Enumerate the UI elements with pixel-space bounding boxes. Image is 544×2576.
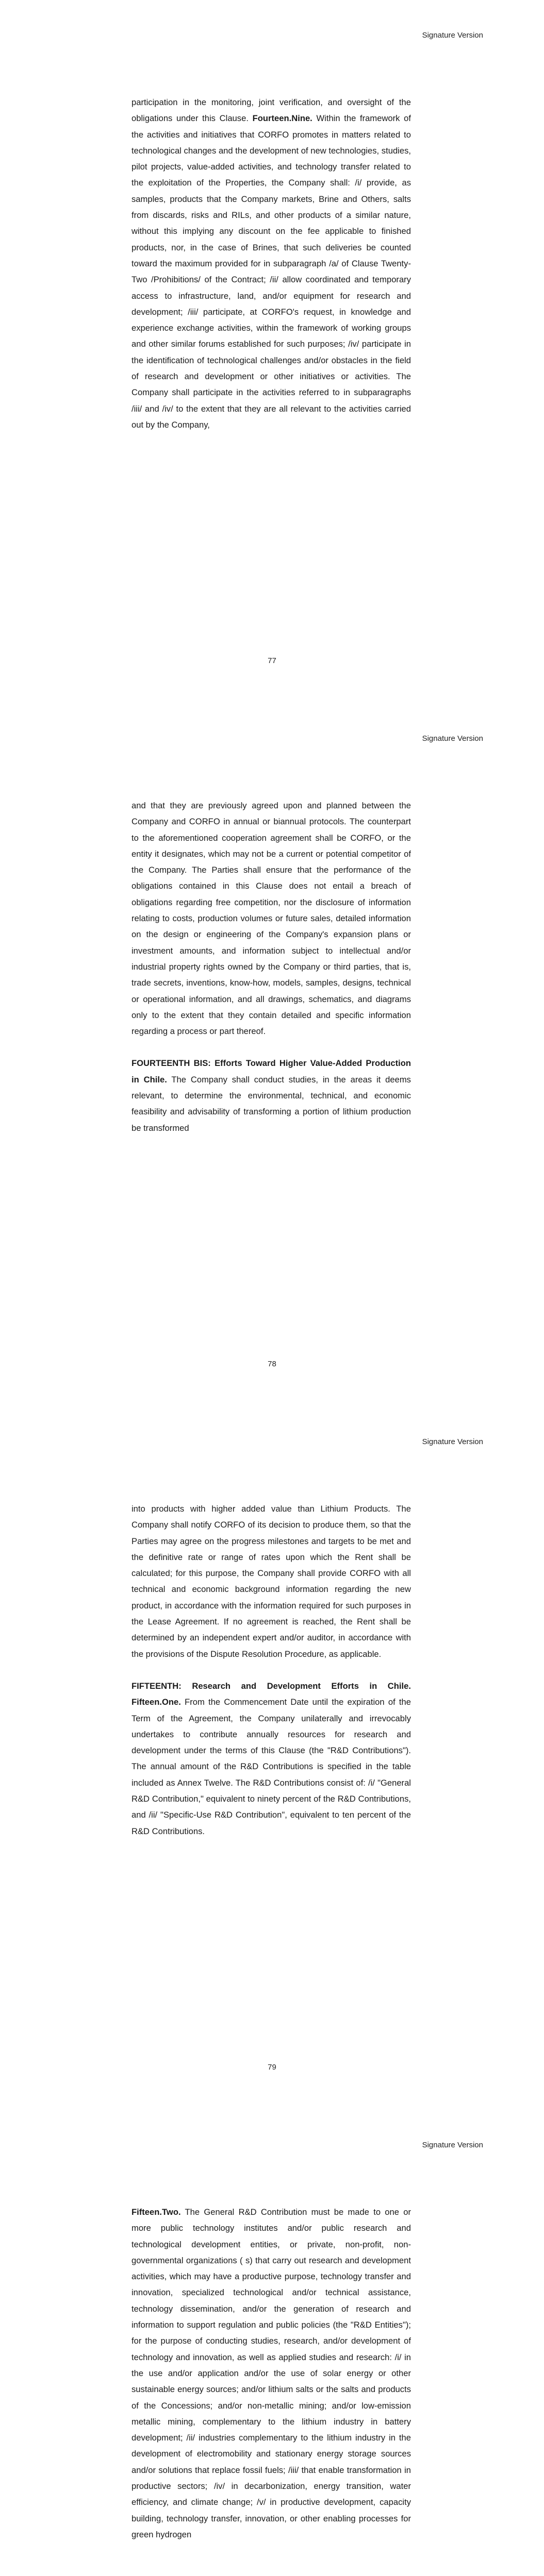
- bold-text: FOURTEENTH BIS: Efforts Toward Higher Value-Added Production in Chile.: [131, 1058, 411, 1084]
- paragraph: [131, 1678, 411, 1839]
- page-body: [131, 798, 411, 1136]
- paragraph: [131, 2204, 411, 2543]
- bold-text: FIFTEENTH: Research and Development Efforts in Chile. Fifteen.One.: [131, 1681, 411, 1707]
- body-text: The Company shall conduct studies, in the areas it deems relevant, to determine the environmental, technical, and economic feasibility and advisability of transforming a portion of lithium production be transformed: [131, 1074, 411, 1133]
- running-header: Signature Version: [422, 734, 483, 743]
- page-number: 78: [268, 1360, 276, 1368]
- page-body: [131, 1501, 411, 1839]
- body-text: and that they are previously agreed upon and planned between the Company and CORFO in annual or biannual protocols. The counterpart to the aforementioned cooperation agreement shall be CORFO, or the entity it designates, which may not be a current or potential competitor of the Company. The Parties shall ensure that the performance of the obligations contained in this Clause does not entail a breach of obligations regarding free competition, nor the disclosure of information relating to costs, production volumes or future sales, detailed information on the design or engineering of the Company's expansion plans or investment amounts, and information subject to intellectual and/or industrial property rights owned by the Company or third parties, that is, trade secrets, inventions, know-how, models, samples, designs, technical or operational information, and all drawings, schematics, and diagrams only to the extent that they contain detailed and specific information regarding a process or part thereof.: [131, 801, 411, 1037]
- page-number: 79: [268, 2063, 276, 2072]
- bold-text: Fourteen.Nine.: [252, 113, 312, 124]
- page-number: 77: [268, 656, 276, 665]
- running-header: Signature Version: [422, 1437, 483, 1446]
- page-body: [131, 94, 411, 433]
- page: [0, 1406, 544, 2110]
- body-text: Within the framework of the activities and initiatives that CORFO promotes in matters related to technological changes and the development of new technologies, studies, pilot projects, value-added activities, and technology transfer related to the exploitation of the Properties, the Company shall: /i/ provide, as samples, products that the Company markets, Brine and Others, salts from discards, risks and RILs, and other products of a similar nature, without this implying any discount on the fee applicable to finished products, nor, in the case of Brines, that such deliveries be counted toward the maximum provided for in subparagraph /a/ of Clause Twenty-Two /Prohibitions/ of the Contract; /ii/ allow coordinated and temporary access to infrastructure, land, and/or equipment for research and development; /iii/ participate, at CORFO's request, in knowledge and experience exchange activities, within the framework of working groups and other similar forums established for such purposes; /iv/ participate in the identification of technological challenges and/or obstacles in the field of research and development or other initiatives or activities. The Company shall participate in the activities referred to in subparagraphs /iii/ and /iv/ to the extent that they are all relevant to the activities carried out by the Company,: [131, 113, 411, 430]
- running-header: Signature Version: [422, 2141, 483, 2149]
- body-text: From the Commencement Date until the expiration of the Term of the Agreement, the Company unilaterally and irrevocably undertakes to contribute annually resources for research and development under the terms of this Clause (the "R&D Contributions"). The annual amount of the R&D Contributions is specified in the table included as Annex Twelve. The R&D Contributions consist of: /i/ "General R&D Contribution," equivalent to ninety percent of the R&D Contributions, and /ii/ "Specific-Use R&D Contribution", equivalent to ten percent of the R&D Contributions.: [131, 1697, 411, 1836]
- bold-text: Fifteen.Two.: [131, 2207, 181, 2217]
- body-text: participation in the monitoring, joint verification, and oversight of the obligations under this Clause.: [131, 97, 411, 124]
- page: [0, 0, 544, 703]
- page-body: [131, 2204, 411, 2543]
- running-header: Signature Version: [422, 31, 483, 40]
- body-text: The General R&D Contribution must be made to one or more public technology institutes and/or public research and technological development entities, or private, non-profit, non-governmental organizations ( s) that carry out research and development activities, which may have a productive purpose, technology transfer and innovation, specialized technological and/or technical assistance, technology dissemination, and/or the generation of research and information to support regulation and public policies (the "R&D Entities"); for the purpose of conducting studies, research, and/or development of technology and innovation, as well as applied studies and research: /i/ in the use and/or application and/or the use of solar energy or other sustainable energy sources; and/or lithium salts or the salts and products of the Concessions; and/or non-metallic mining; and/or low-emission metallic mining, complementary to the lithium industry in battery development; /ii/ industries complementary to the lithium industry in the development of electromobility and stationary energy storage sources and/or solutions that replace fossil fuels; /iii/ that enable transformation in productive sectors; /iv/ in decarbonization, energy transition, water efficiency, and climate change; /v/ in productive development, capacity building, technology transfer, innovation, or other enabling processes for green hydrogen: [131, 2207, 411, 2539]
- paragraph: [131, 1501, 411, 1662]
- paragraph: [131, 798, 411, 1039]
- page: [0, 2110, 544, 2576]
- page: [0, 703, 544, 1406]
- paragraph: [131, 1055, 411, 1136]
- paragraph: [131, 94, 411, 433]
- body-text: into products with higher added value than Lithium Products. The Company shall notify CORFO of its decision to produce them, so that the Parties may agree on the progress milestones and targets to be met and the definitive rate or range of rates upon which the Rent shall be calculated; for this purpose, the Company shall provide CORFO with all technical and economic background information regarding the new product, in accordance with the information required for such purposes in the Lease Agreement. If no agreement is reached, the Rent shall be determined by an independent expert and/or auditor, in accordance with the provisions of the Dispute Resolution Procedure, as applicable.: [131, 1504, 411, 1659]
